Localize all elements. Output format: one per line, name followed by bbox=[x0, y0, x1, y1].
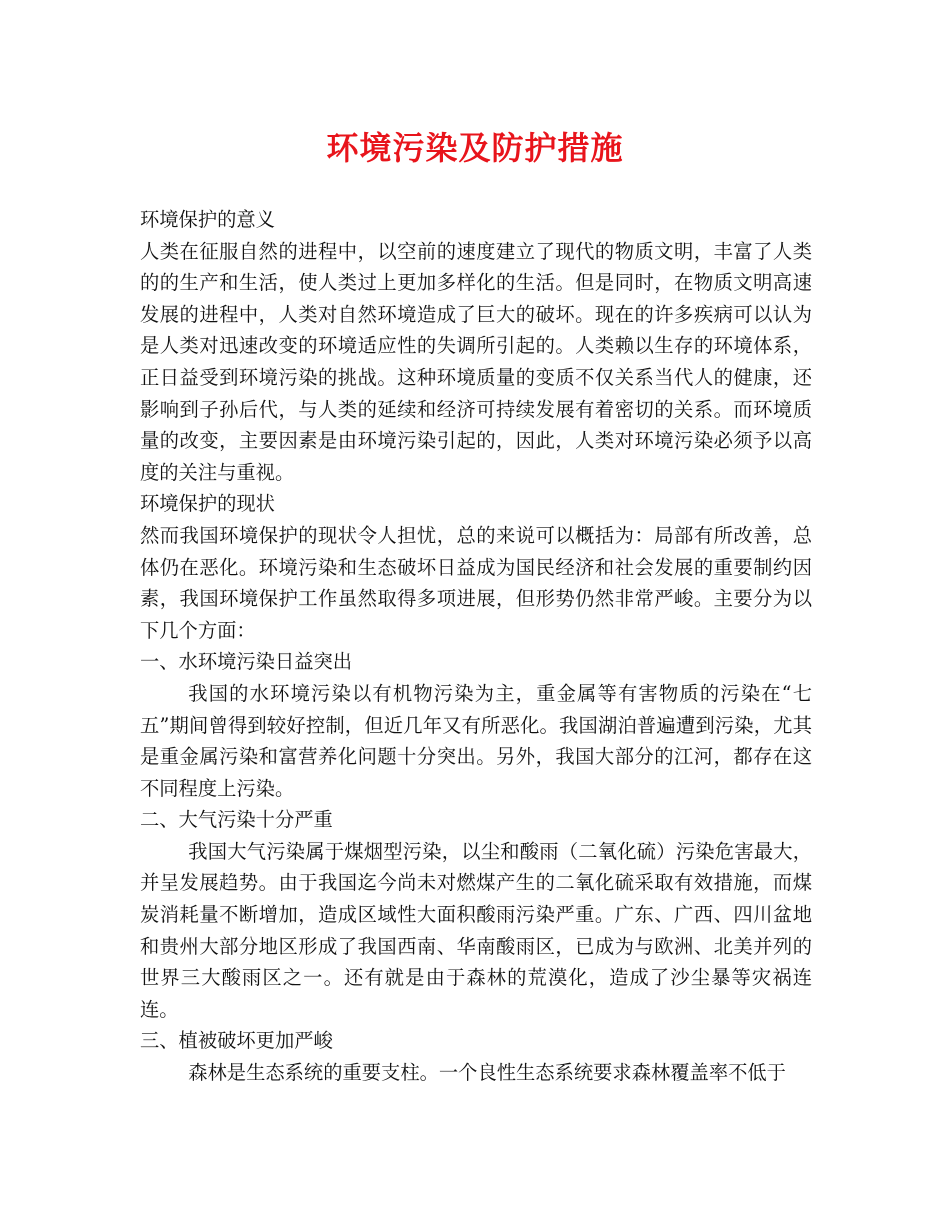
document-title: 环境污染及防护措施 bbox=[326, 129, 624, 167]
body-paragraph: 人类在征服自然的进程中，以空前的速度建立了现代的物质文明，丰富了人类的的生产和生活，使人类过上更加多样化的生活。但是同时，在物质文明高速发展的进程中，人类对自然环境造成了巨大的破坏。现在的许多疾病可以认为是人类对迅速改变的环境适应性的失调所引起的。人类赖以生存的环境体系，正日益受到环境污染的挑战。这种环境质量的变质不仅关系当代人的健康，还影响到子孙后代，与人类的延续和经济可持续发展有着密切的关系。而环境质量的改变，主要因素是由环境污染引起的，因此，人类对环境污染必须予以高度的关注与重视。 bbox=[140, 239, 812, 484]
section-heading: 二、大气污染十分严重 bbox=[140, 808, 333, 832]
section-heading: 环境保护的现状 bbox=[140, 492, 275, 516]
body-paragraph: 我国的水环境污染以有机物污染为主，重金属等有害物质的污染在“七五”期间曾得到较好控制，但近几年又有所恶化。我国湖泊普遍遭到污染，尤其是重金属污染和富营养化问题十分突出。另外，我国大部分的江河，都存在这不同程度上污染。 bbox=[140, 681, 812, 800]
document-body bbox=[140, 204, 812, 1089]
body-paragraph: 森林是生态系统的重要支柱。一个良性生态系统要求森林覆盖率不低于 bbox=[188, 1061, 786, 1085]
section-heading: 三、植被破坏更加严峻 bbox=[140, 1029, 333, 1053]
body-paragraph: 然而我国环境保护的现状令人担忧，总的来说可以概括为：局部有所改善，总体仍在恶化。环境污染和生态破坏日益成为国民经济和社会发展的重要制约因素，我国环境保护工作虽然取得多项进展，但形势仍然非常严峻。主要分为以下几个方面： bbox=[140, 523, 812, 642]
section-heading: 一、水环境污染日益突出 bbox=[140, 650, 353, 674]
section-heading: 环境保护的意义 bbox=[140, 208, 275, 231]
body-paragraph: 我国大气污染属于煤烟型污染，以尘和酸雨（二氧化硫）污染危害最大，并呈发展趋势。由于我国迄今尚未对燃煤产生的二氧化硫采取有效措施，而煤炭消耗量不断增加，造成区域性大面积酸雨污染严重。广东、广西、四川盆地和贵州大部分地区形成了我国西南、华南酸雨区，已成为与欧洲、北美并列的世界三大酸雨区之一。还有就是由于森林的荒漠化，造成了沙尘暴等灾祸连连。 bbox=[140, 839, 812, 1021]
